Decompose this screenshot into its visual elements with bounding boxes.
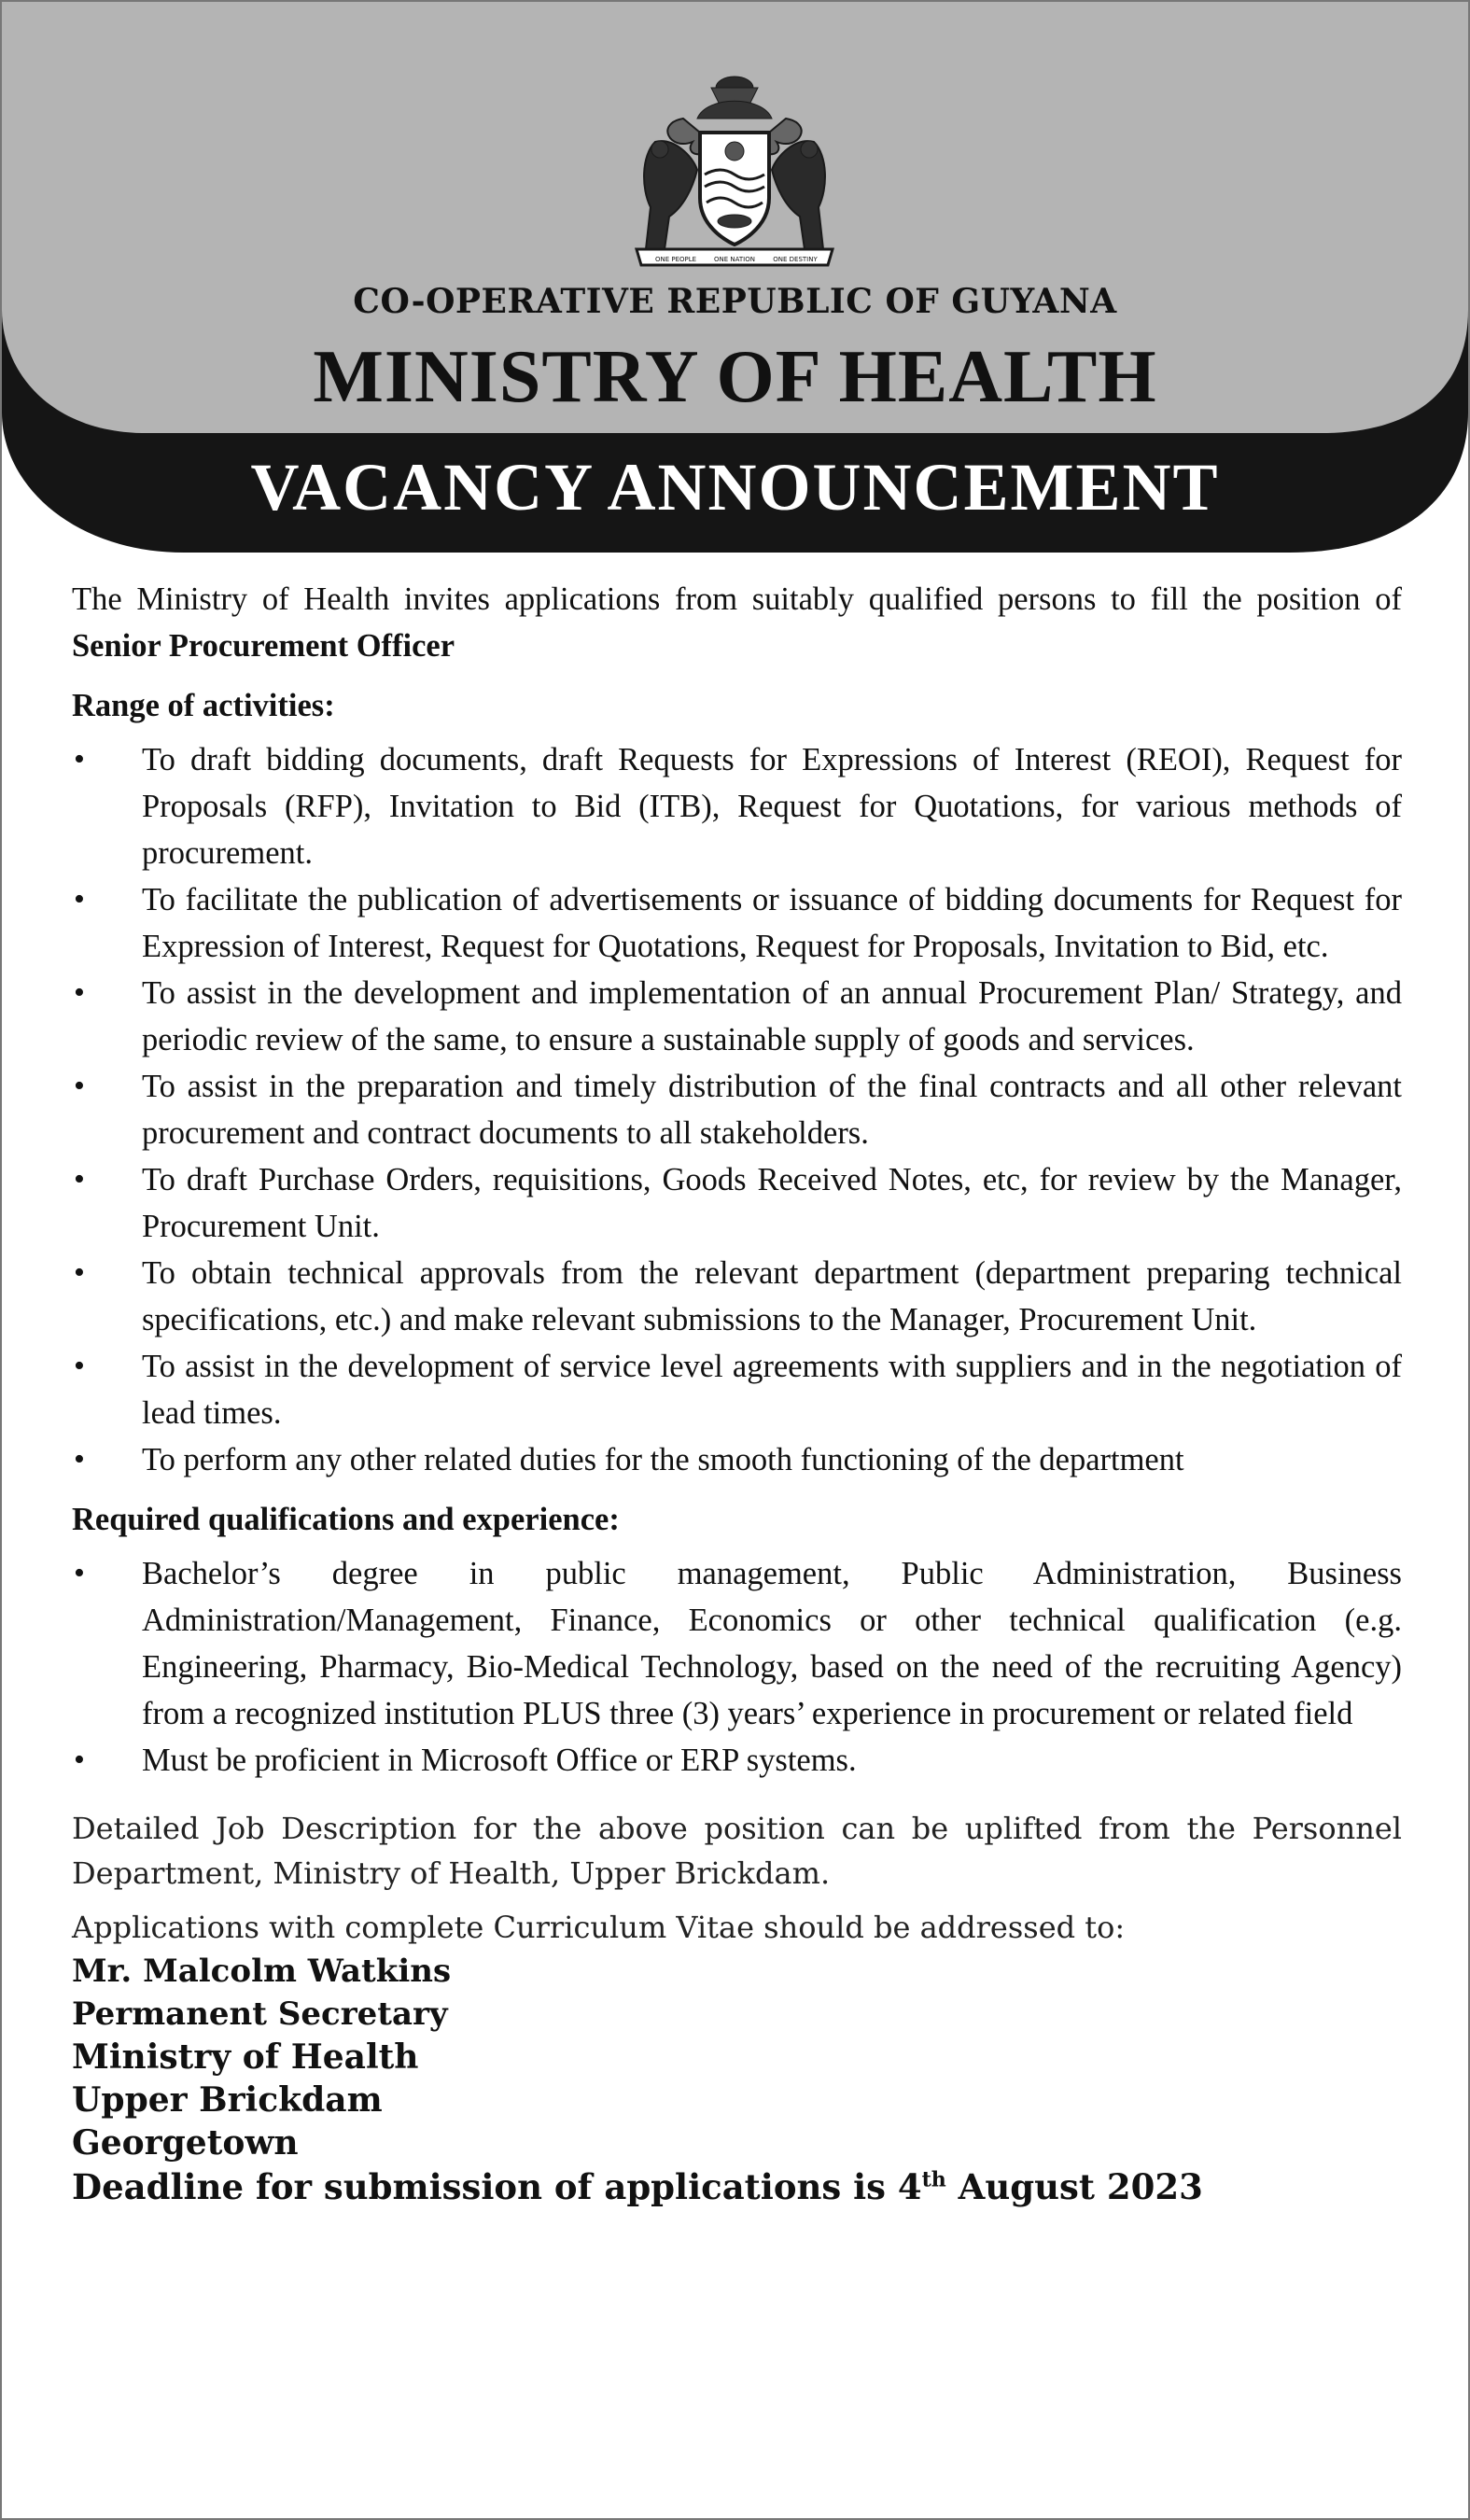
list-item: • To obtain technical approvals from the relevant department (department preparing technical specifications, etc.) and make relevant submissions to the Manager, Procurement Unit. [74, 1255, 1402, 1337]
job-description-note: Detailed Job Description for the above position can be uplifted from the Personnel Department, Ministry of Health, Upper Brickdam. [72, 1811, 1402, 1891]
announcement-body [72, 576, 1402, 2209]
motto-middle: ONE NATION [714, 256, 755, 263]
list-item: • To assist in the development and implementation of an annual Procurement Plan/ Strategy, and periodic review of the same, to ensure a sustainable supply of goods and services. [74, 975, 1402, 1057]
republic-heading: CO-OPERATIVE REPUBLIC OF GUYANA [353, 282, 1117, 321]
list-item: • To assist in the preparation and timely distribution of the final contracts and all other relevant procurement and contract documents to all stakeholders. [74, 1069, 1402, 1151]
list-item: • Bachelor’s degree in public management, Public Administration, Business Administration/Management, Finance, Economics or other technical qualification (e.g. Engineering, Pharmacy, Bio-Medical Technology, based on the need of the recruiting Agency) from a recognized institution PLUS three (3) years’ experience in procurement or related field [74, 1556, 1402, 1731]
motto-left: ONE PEOPLE [654, 256, 697, 263]
qualifications-heading: Required qualifications and experience: [72, 1502, 620, 1537]
coat-of-arms-icon [618, 67, 851, 273]
list-item: • To assist in the development of service level agreements with suppliers and in the negotiation of lead times. [74, 1349, 1402, 1431]
address-block [72, 1950, 1402, 2209]
motto-right: ONE DESTINY [773, 256, 818, 263]
list-item: • To facilitate the publication of advertisements or issuance of bidding documents for Request for Expression of Interest, Request for Quotations, Request for Proposals, Invitation to Bid, etc. [74, 882, 1402, 964]
applications-note: Applications with complete Curriculum Vitae should be addressed to: [72, 1910, 1126, 1945]
addressee-name: Mr. Malcolm Watkins [72, 1953, 452, 1990]
list-item: • To perform any other related duties for the smooth functioning of the department [74, 1442, 1184, 1477]
ministry-heading: MINISTRY OF HEALTH [313, 336, 1157, 418]
list-item: • To draft bidding documents, draft Requests for Expressions of Interest (REOI), Request for Proposals (RFP), Invitation to Bid (ITB), Request for Quotations, for various methods of procurement. [74, 742, 1402, 871]
addressee-city: Georgetown [72, 2123, 299, 2163]
addressee-org: Ministry of Health [72, 2037, 419, 2077]
qualifications-list [72, 1550, 1402, 1784]
addressee-street: Upper Brickdam [72, 2080, 383, 2120]
list-item: • Must be proficient in Microsoft Office or ERP systems. [74, 1743, 857, 1778]
list-item: • To draft Purchase Orders, requisitions, Goods Received Notes, etc, for review by the Manager, Procurement Unit. [74, 1162, 1402, 1244]
addressee-title: Permanent Secretary [72, 1995, 448, 2033]
activities-list [72, 736, 1402, 1483]
intro-paragraph [72, 576, 1402, 669]
position-title: Senior Procurement Officer [72, 628, 455, 664]
activities-heading: Range of activities: [72, 688, 335, 723]
intro-text: The Ministry of Health invites applications from suitably qualified persons to fill the position of [72, 581, 1402, 617]
deadline-line: Deadline for submission of applications is 4th August 2023 [72, 2166, 1203, 2207]
vacancy-title: VACANCY ANNOUNCEMENT [250, 450, 1220, 525]
